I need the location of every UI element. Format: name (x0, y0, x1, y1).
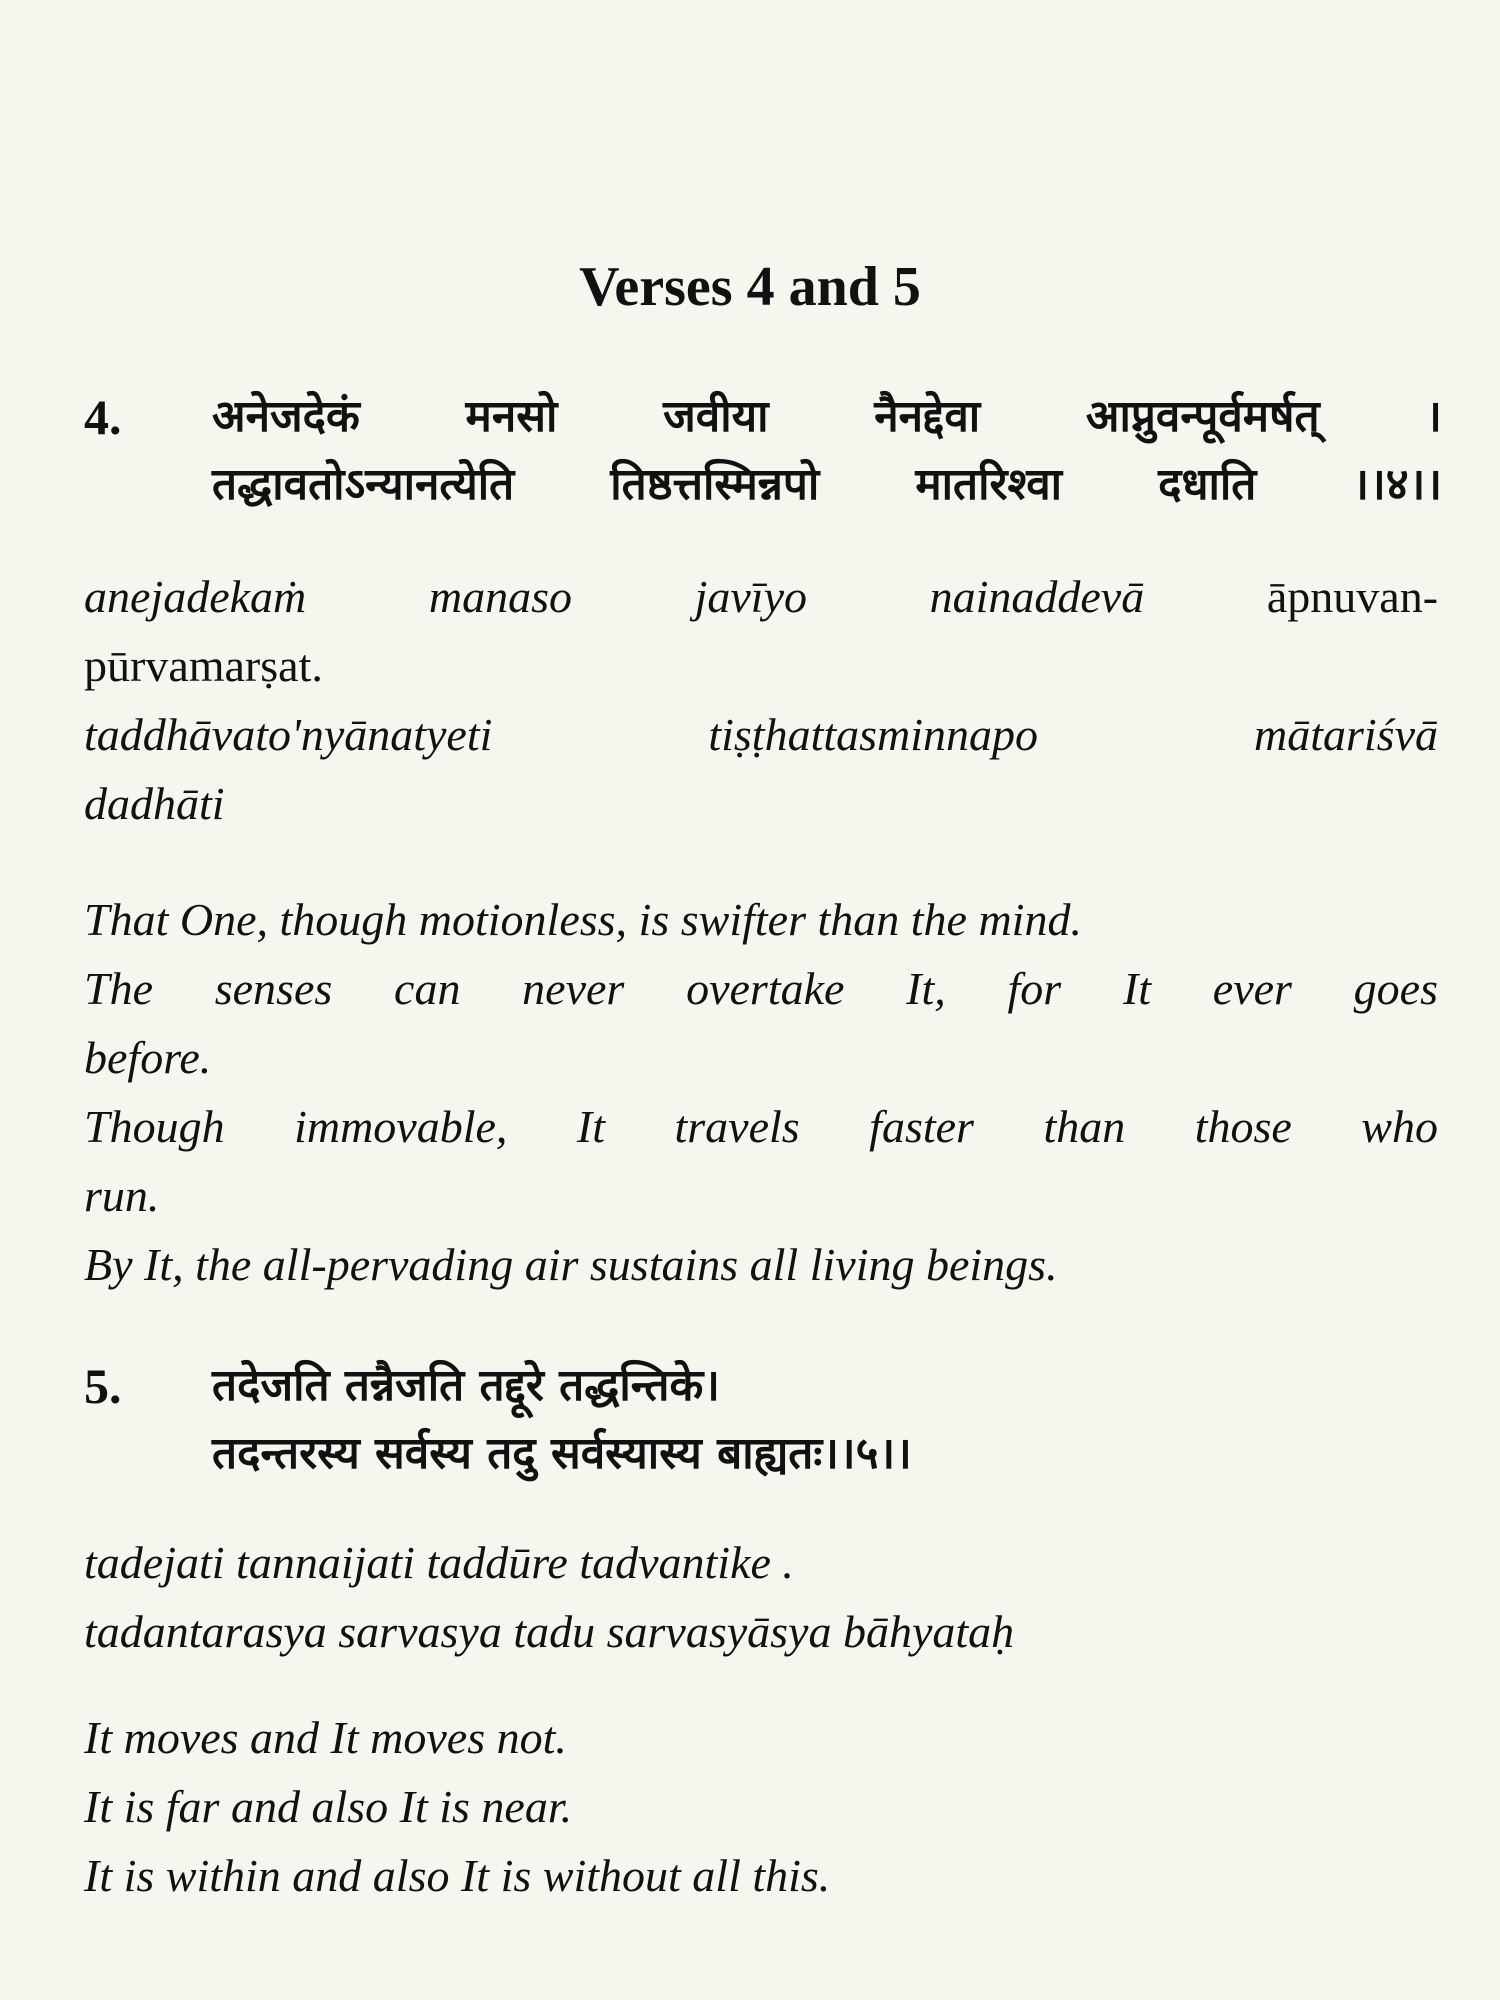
verse-4-transliteration-line-4: dadhāti (84, 778, 225, 829)
verse-4-translation-line-4: Though immovable, It travels faster than those who (84, 1101, 1438, 1152)
verse-4-transliteration-line-1 (84, 562, 1438, 631)
verse-4-number: 4. (84, 389, 122, 445)
verse-5-transliteration-line-1: tadejati tannaijati taddūre tadvantike . (84, 1537, 794, 1588)
verse-5-number: 5. (84, 1358, 122, 1414)
verse-4-translation-line-2: The senses can never overtake It, for It ever goes (84, 963, 1438, 1014)
verse-5-transliteration (84, 1528, 1438, 1666)
verse-4-translation-line-6: By It, the all-pervading air sustains all living beings. (84, 1239, 1058, 1290)
verse-4-sanskrit-line-1: अनेजदेकं मनसो जवीया नैनद्देवा आप्नुवन्पूर्वमर्षत् । (212, 391, 1442, 442)
verse-5-translation (84, 1703, 1438, 1910)
verse-4-translation-line-1: That One, though motionless, is swifter than the mind. (84, 894, 1082, 945)
verse-4-transliteration (84, 562, 1438, 838)
page-title: Verses 4 and 5 (579, 256, 921, 318)
transliteration-upright-part: āpnuvan- (1266, 571, 1439, 622)
verse-4-transliteration-line-2: pūrvamarṣat. (84, 640, 323, 691)
transliteration-italic-part: anejadekaṁ manaso javīyo nainaddevā (84, 571, 1145, 622)
verse-5-translation-line-3: It is within and also It is without all this. (84, 1850, 831, 1901)
verse-4-translation-line-3: before. (84, 1032, 212, 1083)
verse-4-translation (84, 885, 1438, 1299)
verse-4-translation-line-5: run. (84, 1170, 160, 1221)
verse-5-sanskrit-line-2: तदन्तरस्य सर्वस्य तदु सर्वस्यास्य बाह्यतः।।५।। (212, 1428, 912, 1479)
verse-4-sanskrit-line-2: तद्धावतोऽन्यानत्येति तिष्ठत्तस्मिन्नपो मातरिश्वा दधाति ।।४।। (212, 459, 1442, 510)
verse-5-sanskrit-line-1: तदेजति तन्नैजति तद्दूरे तद्धन्तिके। (212, 1360, 720, 1411)
verse-4-transliteration-line-3: taddhāvato'nyānatyeti tiṣṭhattasminnapo mātariśvā (84, 709, 1438, 760)
verse-5-translation-line-2: It is far and also It is near. (84, 1781, 573, 1832)
verse-5-translation-line-1: It moves and It moves not. (84, 1712, 567, 1763)
verse-5-transliteration-line-2: tadantarasya sarvasya tadu sarvasyāsya bāhyataḥ (84, 1606, 1015, 1657)
